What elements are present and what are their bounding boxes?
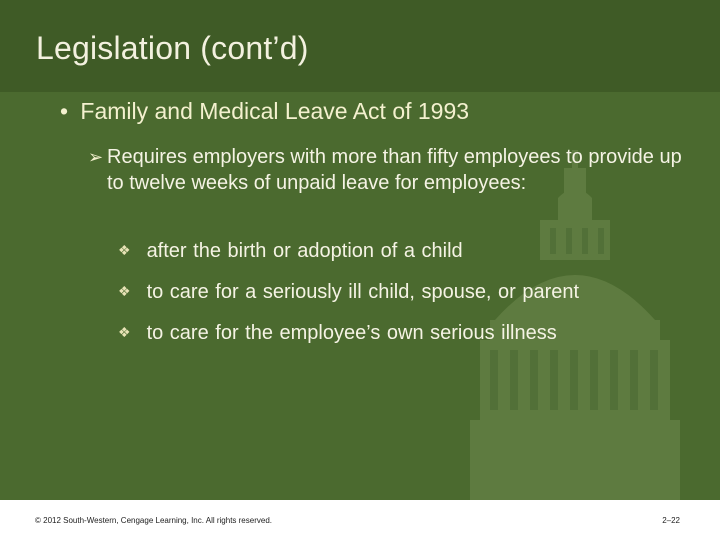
arrow-bullet-icon: ➢ — [88, 147, 104, 167]
sub-item-text: after the birth or adoption of a child — [146, 240, 463, 262]
sub-item — [118, 322, 557, 345]
bullet-level-2 — [88, 144, 688, 196]
page-number: 2–22 — [662, 516, 680, 525]
bullet-2-text: Requires employers with more than fifty employees to provide up to twelve weeks of unpaid leave for employees: — [107, 146, 682, 194]
diamond-bullet-icon: ❖ — [118, 324, 131, 340]
sub-item-text: to care for the employee’s own serious illness — [146, 322, 557, 344]
diamond-bullet-icon: ❖ — [118, 283, 131, 299]
diamond-bullet-icon: ❖ — [118, 242, 131, 258]
sub-item — [118, 281, 579, 304]
sub-item-text: to care for a seriously ill child, spouse, or parent — [146, 281, 580, 303]
footer-bar — [0, 500, 720, 540]
bullet-dot-icon: • — [60, 98, 69, 124]
bullet-level-1 — [60, 98, 469, 125]
sub-item — [118, 240, 463, 263]
copyright-text: © 2012 South-Western, Cengage Learning, Inc. All rights reserved. — [35, 516, 272, 525]
slide-title: Legislation (cont’d) — [36, 30, 309, 66]
bullet-1-text: Family and Medical Leave Act of 1993 — [80, 98, 470, 124]
